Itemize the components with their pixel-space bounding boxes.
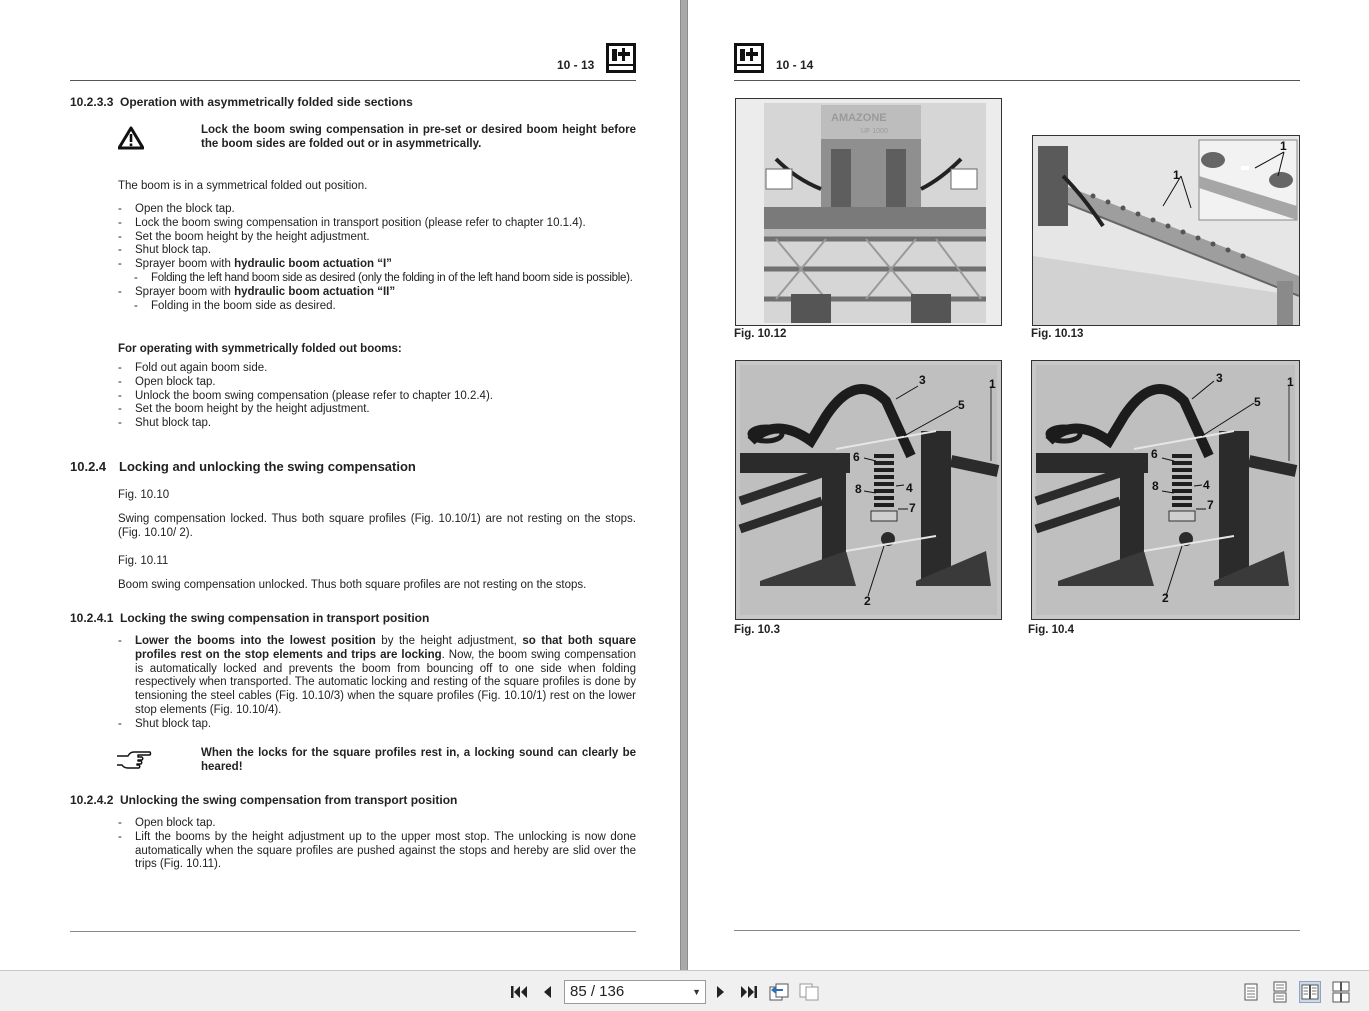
- model-text: UF 1000: [861, 128, 888, 135]
- viewer-toolbar: [0, 970, 1369, 1011]
- list-item: - Set the boom height by the height adjustment.: [118, 231, 638, 245]
- callout-label: 3: [1216, 371, 1223, 385]
- header-rule: [734, 80, 1300, 81]
- callout-label: 1: [1173, 168, 1180, 182]
- page-gutter: [680, 0, 688, 970]
- brand-text: AMAZONE: [831, 112, 887, 124]
- section-heading: [70, 611, 429, 625]
- list-subitem: - Folding the left hand boom side as desired (only the folding in of the left hand boom side is possible).: [118, 272, 638, 286]
- figure-10-13: [1032, 135, 1300, 326]
- next-view-icon[interactable]: [798, 981, 820, 1003]
- boom-closeup-photo: [1033, 136, 1299, 325]
- facing-pages-icon[interactable]: [1299, 981, 1321, 1003]
- callout-label: 1: [1280, 139, 1287, 153]
- callout-label: 4: [906, 481, 913, 495]
- page-number-dropdown[interactable]: [564, 980, 706, 1004]
- list-item: - Open block tap.: [118, 376, 638, 390]
- callout-label: 5: [1254, 395, 1261, 409]
- note-text: When the locks for the square profiles rest in, a locking sound can clearly be heared!: [201, 747, 636, 773]
- previous-page-icon[interactable]: [536, 981, 558, 1003]
- continuous-icon[interactable]: [1269, 981, 1291, 1003]
- callout-label: 2: [864, 594, 871, 608]
- callout-label: 7: [1207, 498, 1214, 512]
- continuous-facing-icon[interactable]: [1330, 981, 1352, 1003]
- callout-label: 6: [853, 450, 860, 464]
- page-number: 10 - 13: [557, 58, 595, 72]
- paragraph: Boom swing compensation unlocked. Thus both square profiles are not resting on the stops.: [118, 579, 587, 591]
- last-page-icon[interactable]: [738, 981, 760, 1003]
- section-title: Unlocking the swing compensation from transport position: [120, 793, 458, 807]
- item-text: by the height adjustment,: [375, 635, 523, 647]
- amazone-logo-icon: [734, 43, 764, 73]
- page-indicator-text: 85 / 136: [570, 983, 625, 1000]
- symmetric-steps-list: [118, 362, 638, 431]
- warning-triangle-icon: [118, 126, 144, 150]
- section-number: 10.2.4.1: [70, 611, 114, 625]
- warning-text: Lock the boom swing compensation in pre-set or desired boom height before the boom sides are folded out or in asymmetrically.: [201, 124, 636, 150]
- callout-label: 5: [958, 398, 965, 412]
- list-item: - Shut block tap.: [118, 718, 636, 732]
- callout-label: 8: [1152, 479, 1159, 493]
- footer-rule: [734, 930, 1300, 931]
- figure-caption: Fig. 10.3: [734, 624, 781, 636]
- list-item: - Shut block tap.: [118, 244, 638, 258]
- list-item: - Unlock the boom swing compensation (please refer to chapter 10.2.4).: [118, 390, 638, 404]
- single-page-icon[interactable]: [1240, 981, 1262, 1003]
- figure-10-4: [1031, 360, 1300, 620]
- page-number: 10 - 14: [776, 58, 814, 72]
- item-bold: so that both square profiles rest on the stop elements and trips are locking: [135, 635, 636, 661]
- subheading: For operating with symmetrically folded out booms:: [118, 343, 402, 355]
- item-text: . Now, the boom swing compensation is automatically locked and prevents the boom from bouncing off to one side when folding respectively when transported. The automatic locking and resting of the square profiles is done by tensioning the steel cables (Fig. 10.10/3) when the square profiles (Fig. 10.10/1) rest on the lower stop elements (Fig. 10.10/4).: [135, 648, 636, 716]
- locking-steps-list: [118, 635, 636, 732]
- header-rule: [70, 80, 636, 81]
- previous-view-icon[interactable]: [768, 981, 790, 1003]
- chevron-down-icon: ▼: [692, 987, 701, 997]
- item-bold: hydraulic boom actuation “II”: [234, 285, 396, 298]
- section-heading: [70, 793, 457, 807]
- section-number: 10.2.3.3: [70, 95, 114, 109]
- footer-rule: [70, 931, 636, 932]
- left-page: [0, 0, 680, 970]
- list-item: - Fold out again boom side.: [118, 362, 638, 376]
- list-item: [118, 286, 638, 300]
- list-item: - Lift the booms by the height adjustment up to the upper most stop. The unlocking is now done automatically when the square profiles are pushed against the stops and hereby are slid over the trips (Fig. 10.11).: [118, 831, 636, 872]
- callout-label: 4: [1203, 478, 1210, 492]
- section-title: Locking and unlocking the swing compensation: [119, 459, 416, 474]
- section-heading: [70, 459, 416, 474]
- item-bold: hydraulic boom actuation “I”: [234, 258, 392, 271]
- callout-label: 1: [1287, 375, 1294, 389]
- right-page: [688, 0, 1369, 970]
- next-page-icon[interactable]: [710, 981, 732, 1003]
- section-number: 10.2.4.2: [70, 793, 114, 807]
- paragraph: Swing compensation locked. Thus both square profiles (Fig. 10.10/1) are not resting on the stops. (Fig. 10.10/ 2).: [118, 513, 636, 539]
- list-item: - Set the boom height by the height adjustment.: [118, 403, 638, 417]
- figure-reference: Fig. 10.11: [118, 555, 169, 567]
- callout-label: 7: [909, 501, 916, 515]
- unlocking-steps-list: [118, 817, 636, 872]
- figure-10-3: [735, 360, 1002, 620]
- figure-caption: Fig. 10.13: [1031, 328, 1084, 340]
- callout-label: 1: [989, 377, 996, 391]
- amazone-logo-icon: [606, 43, 636, 73]
- figure-reference: Fig. 10.10: [118, 489, 170, 501]
- figure-caption: Fig. 10.4: [1028, 624, 1075, 636]
- figure-caption: Fig. 10.12: [734, 328, 787, 340]
- item-prefix: Sprayer boom with: [135, 285, 235, 298]
- section-title: Operation with asymmetrically folded side sections: [120, 95, 413, 109]
- section-heading: [70, 95, 413, 109]
- callout-label: 3: [919, 373, 926, 387]
- callout-label: 6: [1151, 447, 1158, 461]
- section-title: Locking the swing compensation in transport position: [120, 611, 430, 625]
- item-bold: Lower the booms into the lowest position: [135, 635, 376, 647]
- intro-text: The boom is in a symmetrical folded out position.: [118, 180, 368, 192]
- first-page-icon[interactable]: [508, 981, 530, 1003]
- list-item: - Open block tap.: [118, 817, 636, 831]
- figure-10-12: [735, 98, 1002, 326]
- pointing-hand-icon: [116, 748, 152, 770]
- list-subitem: - Folding in the boom side as desired.: [118, 300, 638, 314]
- sprayer-photo: [736, 99, 1001, 325]
- list-item: [118, 635, 636, 718]
- callout-label: 8: [855, 482, 862, 496]
- list-item: - Open the block tap.: [118, 203, 638, 217]
- section-number: 10.2.4: [70, 459, 107, 474]
- operation-steps-list: [118, 203, 638, 313]
- item-prefix: Sprayer boom with: [135, 258, 235, 271]
- callout-label: 2: [1162, 591, 1169, 605]
- list-item: [118, 258, 638, 272]
- list-item: - Shut block tap.: [118, 417, 638, 431]
- list-item: - Lock the boom swing compensation in transport position (please refer to chapter 10.1.4).: [118, 217, 638, 231]
